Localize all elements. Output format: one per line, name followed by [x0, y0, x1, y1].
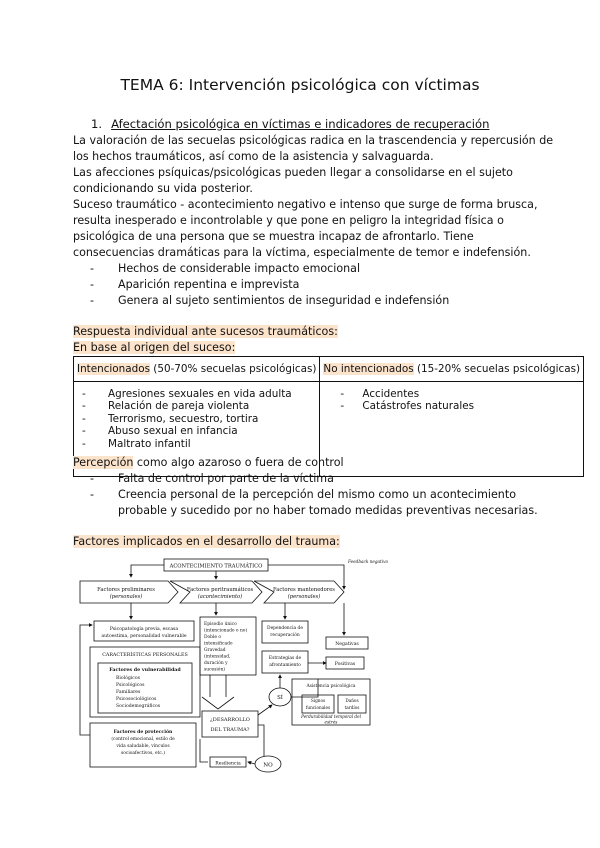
diagram-label: Psicológicos — [116, 683, 145, 688]
diagram-label: vida saludable, vínculos — [116, 744, 170, 749]
diagram-box-dependencia — [262, 621, 308, 643]
diagram-label: Feedback negativo — [348, 559, 388, 564]
diagram-label: Sociodemográficos — [116, 704, 161, 709]
bullet-item: - Genera al sujeto sentimientos de inseguridad e indefensión — [90, 294, 450, 307]
page-title: TEMA 6: Intervención psicológica con víctimas — [120, 76, 480, 94]
diagram-arrow — [268, 565, 344, 589]
diagram-label: sucesión) — [204, 667, 225, 673]
diagram-label: tardíos — [344, 705, 360, 710]
diagram-label: SÍ — [277, 695, 283, 701]
diagram-label: Asistencia psicológica — [306, 684, 356, 689]
diagram-label: estrés — [324, 719, 338, 725]
diagram-label: autoestima, personalidad vulnerable — [101, 634, 187, 639]
table-list-item: - Agresiones sexuales en vida adulta — [82, 388, 292, 400]
diagram-label: Resiliencia — [215, 761, 241, 767]
diagram-label: (personales) — [287, 594, 321, 600]
table-list-item: - Catástrofes naturales — [340, 400, 475, 413]
table-cell-unintentional — [320, 382, 584, 477]
diagram-label: afrontamiento — [269, 663, 301, 668]
diagram-label: Negativas — [335, 642, 359, 647]
diagram-label: funcionales — [305, 705, 331, 710]
diagram-label: Factores de vulnerabilidad — [109, 667, 181, 673]
paragraph-line: Suceso traumático - acontecimiento negativo e intenso que surge de forma brusca, — [73, 198, 538, 211]
diagram-label: Factores preliminares — [97, 587, 155, 593]
diagram-label: (intensidad, — [204, 654, 231, 660]
diagram-label: (control emocional, estilo de — [111, 737, 175, 742]
table-header-unintentional: No intencionados (15-20% secuelas psicológicas) — [320, 357, 584, 382]
diagram-label: Psicosociológicos — [116, 697, 157, 702]
diagram-label: Psicopatología previa, escasa — [109, 627, 179, 632]
diagram-label: Perdurabilidad temporal del — [301, 714, 361, 719]
bullet-item: - Falta de control por parte de la víctima — [90, 472, 334, 485]
diagram-label: (intencionado o no) — [204, 628, 248, 634]
diagram-label: CARACTERÍSTICAS PERSONALES — [102, 653, 188, 658]
bullet-item: - Aparición repentina e imprevista — [90, 278, 300, 291]
diagram-label: NO — [263, 762, 273, 769]
table-list-item: - Terrorismo, secuestro, tortira — [82, 412, 259, 425]
diagram-label: socioafectivos, etc.) — [121, 751, 165, 756]
table-list-item: - Relación de pareja violenta — [82, 400, 250, 413]
diagram-label: ACONTECIMIENTO TRAUMÁTICO — [169, 563, 263, 570]
diagram-arrow — [258, 705, 272, 715]
diagram-box-desarrollo — [202, 711, 258, 737]
section-heading — [91, 117, 489, 131]
diagram-label: Gravedad — [204, 648, 226, 653]
paragraph-line: La valoración de las secuelas psicológicas radica en la trascendencia y repercusión de — [73, 134, 554, 147]
diagram-arrow — [248, 762, 255, 764]
paragraph-line: condicionando su vida posterior. — [73, 182, 253, 195]
factors-heading: Factores implicados en el desarrollo del trauma: — [73, 535, 340, 548]
paragraph-line: Las afecciones psíquicas/psicológicas pueden llegar a consolidarse en el sujeto — [73, 166, 513, 179]
table-list-item: - Accidentes — [340, 388, 420, 400]
paragraph-line: psicológica de una persona que se muestra incapaz de afrontarlo. Tiene — [73, 230, 474, 243]
diagram-label: Estrategias de — [268, 656, 302, 661]
diagram-label: DEL TRAUMA? — [210, 727, 250, 733]
bullet-item: - Hechos de considerable impacto emocional — [90, 262, 361, 275]
section-heading-text: Afectación psicológica en víctimas e indicadores de recuperación — [111, 117, 490, 131]
diagram-label: Daños — [345, 698, 359, 703]
section-number: 1. — [91, 117, 103, 131]
bullet-item: - Creencia personal de la percepción del mismo como un acontecimiento — [90, 488, 516, 501]
diagram-label: Dependencia de — [267, 626, 303, 631]
origin-heading: En base al origen del suceso: — [73, 341, 236, 354]
paragraph-line: resulta inesperado e incontrolable y que pone en peligro la integridad física o — [73, 214, 504, 227]
perception-line: Percepción como algo azaroso o fuera de control — [73, 456, 344, 469]
diagram-label: recuperación — [270, 633, 300, 638]
diagram-label: Factores de protección — [113, 730, 173, 735]
diagram-arrow — [200, 739, 208, 762]
diagram-label: Doble o — [204, 635, 222, 640]
diagram-label: Positivas — [334, 662, 356, 667]
table-list-item: - Abuso sexual en infancia — [82, 425, 238, 438]
diagram-label: Episodio único — [204, 622, 237, 627]
trauma-factors-diagram — [76, 555, 388, 784]
diagram-arrow — [131, 565, 164, 577]
diagram-block-arrow — [202, 675, 234, 709]
diagram-arrow — [258, 725, 264, 756]
diagram-label: intensificado — [204, 641, 233, 647]
diagram-label: Factores peritraumáticos — [186, 587, 254, 593]
diagram-label: Signos — [310, 698, 326, 703]
table-header-intentional: Intencionados (50-70% secuelas psicológicas) — [74, 357, 320, 382]
diagram-label: Familiares — [116, 690, 141, 695]
diagram-label: Factores mantenedores — [273, 587, 335, 593]
response-heading: Respuesta individual ante sucesos traumáticos: — [73, 325, 338, 338]
diagram-label: ¿DESARROLLO — [210, 717, 250, 723]
diagram-label: (personales) — [109, 594, 143, 600]
table-list-item: - Maltrato infantil — [82, 437, 191, 450]
bullet-continuation: probable y sucedido por no haber tomado medidas preventivas necesarias. — [118, 504, 538, 517]
paragraph-line: los hechos traumáticos, así como de la asistencia y salvaguarda. — [73, 150, 434, 163]
diagram-label: Biológicos — [116, 676, 140, 681]
diagram-box-estrategias — [262, 651, 308, 673]
diagram-label: duración y — [204, 661, 228, 666]
paragraph-line: consecuencias dramáticas para la víctima, especialmente de temor e indefensión. — [73, 246, 531, 259]
diagram-label: (acontecimiento) — [197, 594, 243, 600]
